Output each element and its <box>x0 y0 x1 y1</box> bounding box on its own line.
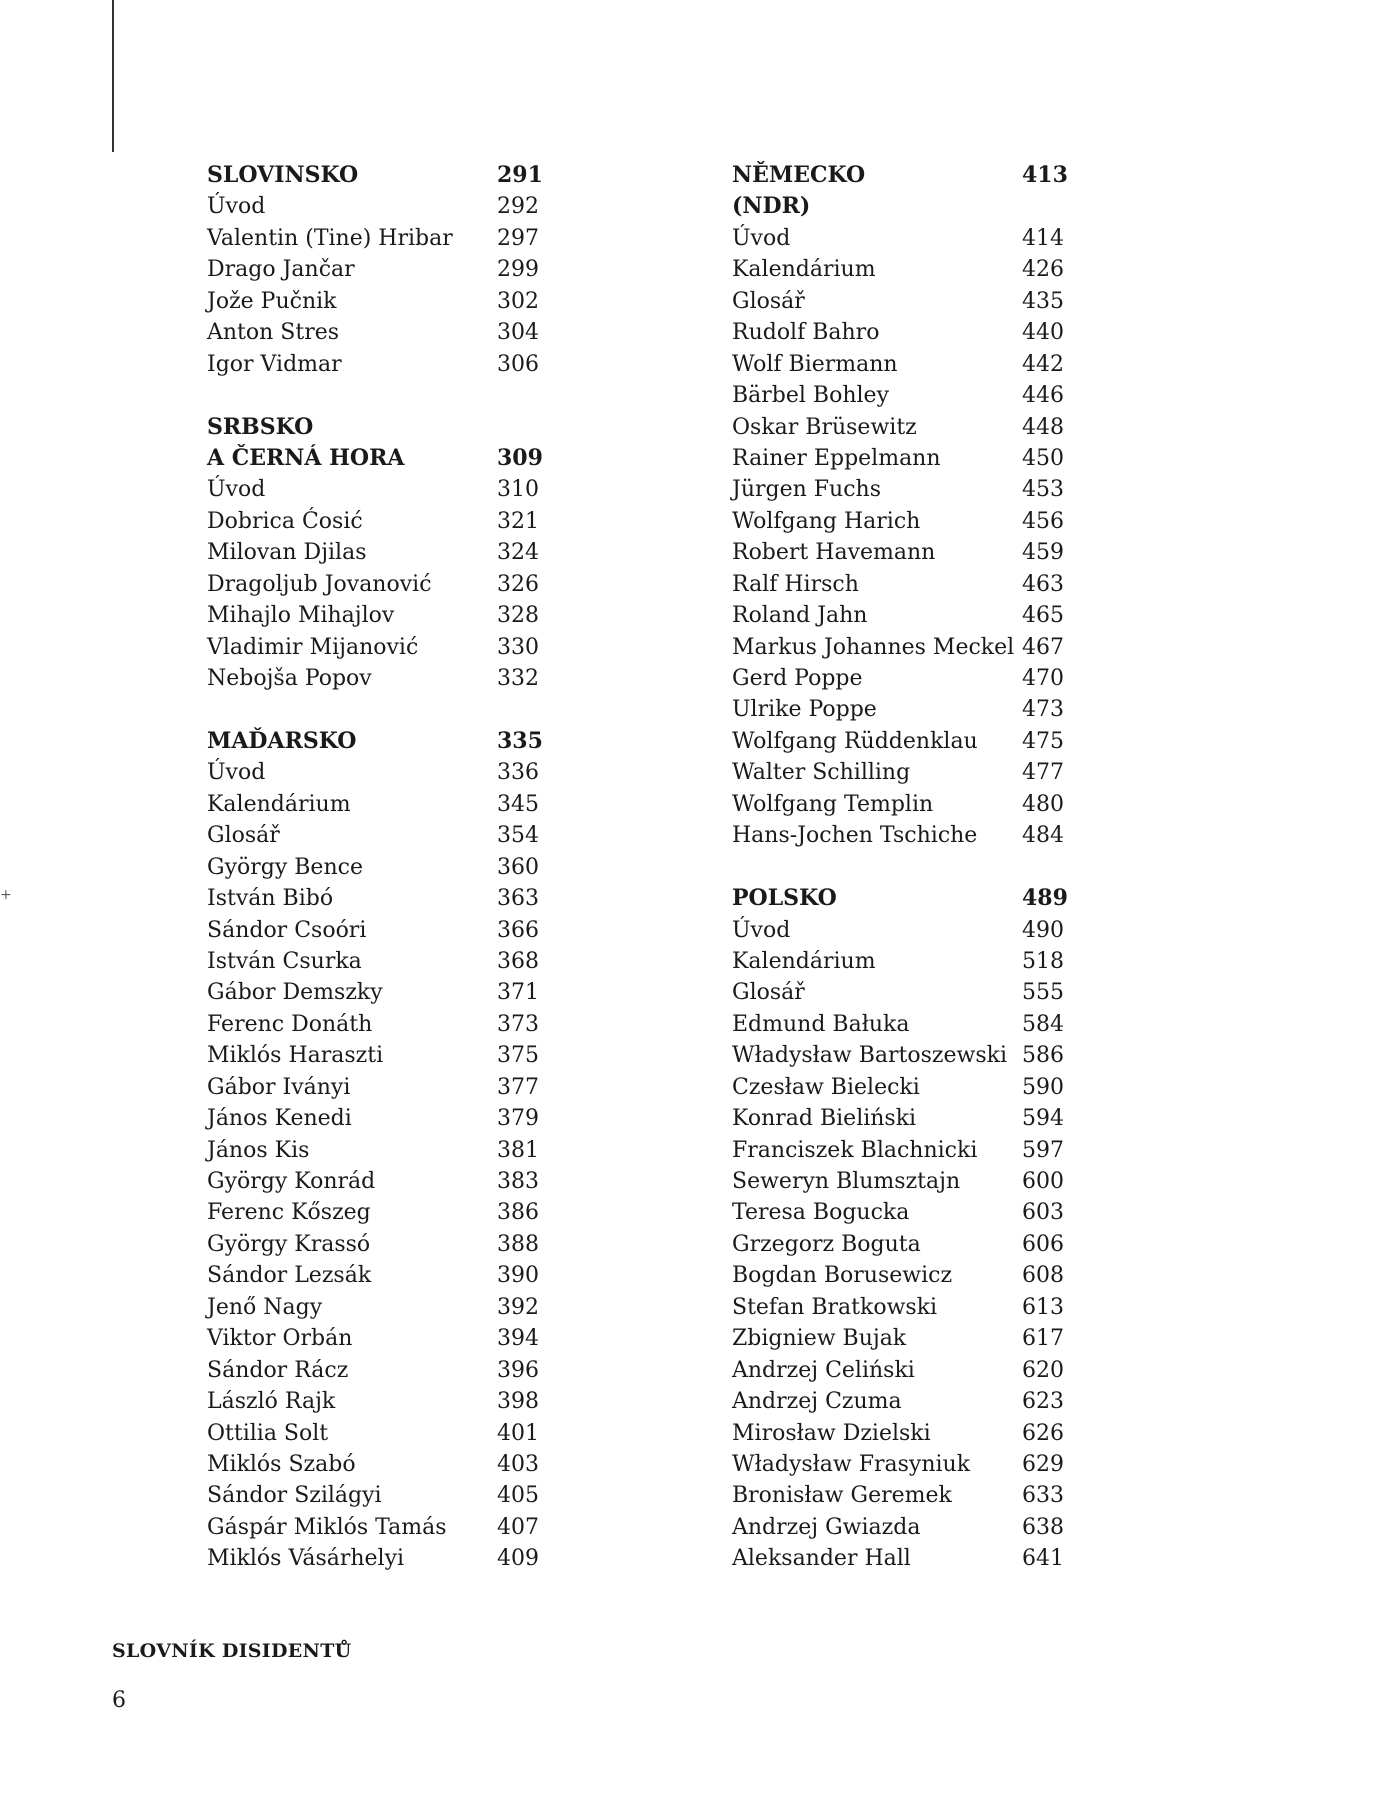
toc-entry-title: Hans-Jochen Tschiche <box>732 823 978 849</box>
toc-entry <box>732 254 1064 285</box>
toc-entry-title: NĚMECKO <box>732 162 866 188</box>
toc-entry-title: István Csurka <box>207 948 362 974</box>
toc-entry <box>732 694 1064 725</box>
toc-entry-title: Drago Jančar <box>207 257 355 283</box>
toc-entry <box>207 506 539 537</box>
toc-entry-page: 310 <box>497 477 539 503</box>
toc-entry-title: János Kis <box>207 1137 310 1163</box>
toc-entry <box>732 443 1064 474</box>
toc-entry-title: Robert Havemann <box>732 540 936 566</box>
toc-entry-page: 403 <box>497 1451 539 1477</box>
toc-entry-title: Kalendárium <box>732 257 876 283</box>
toc-entry <box>207 1135 539 1166</box>
toc-entry <box>207 1040 539 1071</box>
toc-entry-page: 414 <box>1022 225 1064 251</box>
toc-entry-page: 641 <box>1022 1546 1064 1572</box>
toc-entry-page: 606 <box>1022 1231 1064 1257</box>
toc-entry-page: 405 <box>497 1483 539 1509</box>
toc-entry-page: 603 <box>1022 1200 1064 1226</box>
toc-entry-page: 383 <box>497 1169 539 1194</box>
toc-entry-title: POLSKO <box>732 885 837 912</box>
toc-entry-title: Bronisław Geremek <box>732 1483 952 1509</box>
toc-entry-page: 480 <box>1022 791 1064 817</box>
toc-entry <box>732 223 1064 254</box>
toc-section-heading <box>732 883 1068 914</box>
toc-entry-page: 638 <box>1022 1514 1064 1540</box>
toc-entry-title: Markus Johannes Meckel <box>732 634 1015 660</box>
toc-entry-title: Zbigniew Bujak <box>732 1326 907 1352</box>
toc-entry <box>207 757 539 788</box>
toc-entry-title: György Bence <box>207 854 363 880</box>
toc-entry-title: Rainer Eppelmann <box>732 445 941 471</box>
toc-entry <box>207 1103 539 1134</box>
toc-entry <box>732 1040 1064 1071</box>
toc-entry <box>207 632 539 663</box>
toc-entry <box>207 349 539 380</box>
toc-entry-title: Ralf Hirsch <box>732 571 859 597</box>
toc-entry-page: 446 <box>1022 383 1064 409</box>
toc-entry-title: Wolfgang Templin <box>732 791 934 817</box>
toc-entry-title: Viktor Orbán <box>207 1326 353 1352</box>
toc-entry-page: 473 <box>1022 697 1064 723</box>
toc-spacer <box>732 852 1014 883</box>
toc-entry-title: Glosář <box>207 823 280 849</box>
toc-entry-title: Władysław Bartoszewski <box>732 1043 1008 1069</box>
toc-entry <box>732 1072 1064 1103</box>
toc-entry <box>732 1480 1064 1511</box>
toc-entry-title: (NDR) <box>732 193 811 220</box>
toc-entry-title: Úvod <box>732 917 791 943</box>
toc-entry-title: Ferenc Kőszeg <box>207 1200 371 1226</box>
toc-entry <box>732 915 1064 946</box>
toc-entry-title: Sándor Szilágyi <box>207 1483 382 1509</box>
toc-entry-page: 617 <box>1022 1326 1064 1352</box>
toc-entry-page: 490 <box>1022 917 1064 943</box>
toc-entry-title: György Krassó <box>207 1231 371 1257</box>
toc-entry-page: 584 <box>1022 1011 1064 1037</box>
toc-entry <box>732 757 1064 788</box>
toc-entry <box>732 1418 1064 1449</box>
toc-entry-title: Anton Stres <box>207 320 340 346</box>
toc-entry <box>207 1449 539 1480</box>
toc-entry <box>207 600 539 631</box>
toc-entry-page: 470 <box>1022 666 1064 691</box>
toc-entry-title: János Kenedi <box>207 1106 352 1132</box>
toc-entry-page: 388 <box>497 1231 539 1257</box>
edge-crop-mark: + <box>0 887 12 903</box>
toc-entry-page: 465 <box>1022 603 1064 629</box>
toc-entry-title: Ulrike Poppe <box>732 697 877 723</box>
toc-entry <box>207 820 539 851</box>
toc-entry-page: 463 <box>1022 571 1064 597</box>
toc-entry-page: 392 <box>497 1294 539 1320</box>
toc-entry-title: Rudolf Bahro <box>732 320 880 346</box>
toc-entry-title: Sándor Csoóri <box>207 917 367 943</box>
toc-entry-page: 332 <box>497 666 539 691</box>
toc-entry-title: Glosář <box>732 288 805 314</box>
toc-entry-page: 390 <box>497 1263 539 1289</box>
toc-entry-title: Miklós Haraszti <box>207 1043 384 1069</box>
toc-entry <box>207 977 539 1008</box>
toc-entry-page: 375 <box>497 1043 539 1069</box>
toc-entry-title: Aleksander Hall <box>732 1546 911 1572</box>
toc-entry-page: 453 <box>1022 477 1064 503</box>
toc-entry-title: Jože Pučnik <box>207 288 337 314</box>
running-footer-title: SLOVNÍK DISIDENTŮ <box>112 1640 352 1662</box>
toc-entry <box>207 1166 539 1197</box>
toc-entry-title: Grzegorz Boguta <box>732 1231 921 1257</box>
toc-entry <box>732 537 1064 568</box>
toc-entry-page: 330 <box>497 634 539 660</box>
toc-entry <box>732 1292 1064 1323</box>
toc-entry <box>207 1009 539 1040</box>
toc-entry-page: 321 <box>497 508 539 534</box>
toc-entry-title: Franciszek Blachnicki <box>732 1137 978 1163</box>
toc-entry-title: Bärbel Bohley <box>732 383 889 409</box>
toc-entry <box>207 1355 539 1386</box>
toc-section-heading <box>207 443 543 474</box>
toc-entry-page: 590 <box>1022 1074 1064 1100</box>
toc-entry-page: 371 <box>497 980 539 1006</box>
toc-entry-title: Andrzej Gwiazda <box>732 1514 921 1540</box>
toc-entry-page: 448 <box>1022 414 1064 440</box>
toc-entry-title: Walter Schilling <box>732 760 911 786</box>
toc-entry-title: Vladimir Mijanović <box>207 634 419 660</box>
toc-entry-page: 475 <box>1022 728 1064 754</box>
toc-entry-page: 386 <box>497 1200 539 1226</box>
toc-entry-title: Stefan Bratkowski <box>732 1294 938 1320</box>
toc-entry-page: 435 <box>1022 288 1064 314</box>
toc-entry <box>207 1323 539 1354</box>
toc-entry <box>207 1418 539 1449</box>
toc-entry-title: Roland Jahn <box>732 603 868 629</box>
toc-entry-title: Ferenc Donáth <box>207 1011 373 1037</box>
toc-entry-page: 291 <box>497 162 543 188</box>
toc-entry-title: Ottilia Solt <box>207 1420 329 1446</box>
toc-entry <box>732 412 1064 443</box>
toc-entry <box>207 1292 539 1323</box>
toc-entry <box>207 1543 539 1574</box>
toc-entry-title: Dobrica Ćosić <box>207 508 363 534</box>
toc-entry-title: Úvod <box>732 225 791 251</box>
toc-section-heading <box>207 412 453 443</box>
toc-entry-title: MAĎARSKO <box>207 727 357 754</box>
toc-section-heading <box>732 160 1068 191</box>
toc-entry <box>732 946 1064 977</box>
toc-entry-title: Gábor Iványi <box>207 1074 351 1100</box>
toc-entry <box>732 1197 1064 1228</box>
toc-entry-title: István Bibó <box>207 886 334 912</box>
toc-column-left <box>207 160 543 1575</box>
toc-entry-title: Seweryn Blumsztajn <box>732 1169 961 1194</box>
toc-entry-page: 335 <box>497 727 543 754</box>
toc-entry-page: 613 <box>1022 1294 1064 1320</box>
toc-entry-title: Dragoljub Jovanović <box>207 571 432 597</box>
toc-entry-page: 324 <box>497 540 539 566</box>
toc-entry-title: Oskar Brüsewitz <box>732 414 917 440</box>
toc-entry <box>207 1512 539 1543</box>
toc-spacer <box>207 694 453 725</box>
toc-entry-title: Czesław Bielecki <box>732 1074 920 1100</box>
toc-entry <box>207 254 539 285</box>
toc-entry <box>732 1355 1064 1386</box>
toc-entry-title: Jenő Nagy <box>207 1294 323 1320</box>
toc-entry-title: Sándor Lezsák <box>207 1263 372 1289</box>
toc-column-right <box>732 160 1068 1575</box>
toc-entry-title: A ČERNÁ HORA <box>207 444 405 471</box>
toc-entry <box>732 286 1064 317</box>
toc-entry-title: Gábor Demszky <box>207 980 383 1006</box>
toc-entry <box>207 1260 539 1291</box>
toc-entry-page: 608 <box>1022 1263 1064 1289</box>
toc-entry-title: Igor Vidmar <box>207 351 342 377</box>
toc-entry-page: 354 <box>497 823 539 849</box>
toc-entry-title: Kalendárium <box>207 791 351 817</box>
toc-entry <box>732 1386 1064 1417</box>
toc-section-heading <box>732 191 1014 222</box>
toc-entry <box>207 474 539 505</box>
toc-entry-page: 363 <box>497 886 539 912</box>
toc-entry-page: 518 <box>1022 948 1064 974</box>
toc-entry-title: Konrad Bieliński <box>732 1106 917 1132</box>
toc-entry-page: 379 <box>497 1106 539 1132</box>
toc-entry-title: Wolfgang Harich <box>732 508 921 534</box>
toc-entry-title: Miklós Szabó <box>207 1451 356 1477</box>
toc-entry-page: 326 <box>497 571 539 597</box>
toc-entry <box>732 820 1064 851</box>
toc-entry-title: Teresa Bogucka <box>732 1200 910 1226</box>
toc-entry-title: Mirosław Dzielski <box>732 1420 931 1446</box>
toc-entry-title: Úvod <box>207 194 266 220</box>
toc-entry-page: 629 <box>1022 1451 1064 1477</box>
toc-entry-page: 297 <box>497 225 539 251</box>
toc-entry <box>732 1260 1064 1291</box>
toc-entry-title: Mihajlo Mihajlov <box>207 603 395 629</box>
toc-entry-title: Gáspár Miklós Tamás <box>207 1514 447 1540</box>
toc-entry-page: 401 <box>497 1420 539 1446</box>
toc-entry <box>207 852 539 883</box>
toc-entry-page: 442 <box>1022 351 1064 377</box>
toc-entry-title: Sándor Rácz <box>207 1357 349 1383</box>
toc-entry-page: 304 <box>497 320 539 346</box>
toc-entry-title: Gerd Poppe <box>732 666 863 691</box>
toc-entry-page: 306 <box>497 351 539 377</box>
toc-entry-page: 328 <box>497 603 539 629</box>
page-number: 6 <box>112 1688 126 1713</box>
toc-entry-page: 309 <box>497 444 543 471</box>
toc-entry-title: Miklós Vásárhelyi <box>207 1546 405 1572</box>
toc-entry-title: Andrzej Czuma <box>732 1389 902 1415</box>
toc-entry-page: 413 <box>1022 162 1068 188</box>
toc-entry <box>732 569 1064 600</box>
toc-entry-page: 336 <box>497 760 539 786</box>
toc-entry-title: Úvod <box>207 477 266 503</box>
toc-entry <box>207 317 539 348</box>
toc-entry-page: 620 <box>1022 1357 1064 1383</box>
toc-entry <box>732 726 1064 757</box>
toc-entry <box>207 1072 539 1103</box>
toc-entry <box>207 883 539 914</box>
toc-entry-page: 302 <box>497 288 539 314</box>
toc-entry-page: 623 <box>1022 1389 1064 1415</box>
toc-entry-page: 373 <box>497 1011 539 1037</box>
toc-entry-page: 368 <box>497 948 539 974</box>
toc-entry-page: 299 <box>497 257 539 283</box>
toc-entry-page: 409 <box>497 1546 539 1572</box>
toc-entry-title: Nebojša Popov <box>207 666 372 691</box>
toc-entry-page: 440 <box>1022 320 1064 346</box>
toc-entry-page: 456 <box>1022 508 1064 534</box>
toc-entry-page: 366 <box>497 917 539 943</box>
toc-entry-page: 586 <box>1022 1043 1064 1069</box>
toc-entry-title: Władysław Frasyniuk <box>732 1451 971 1477</box>
toc-entry-title: Edmund Bałuka <box>732 1011 910 1037</box>
toc-entry-page: 555 <box>1022 980 1064 1006</box>
toc-entry <box>732 380 1064 411</box>
toc-entry <box>207 1386 539 1417</box>
toc-entry-title: Wolfgang Rüddenklau <box>732 728 978 754</box>
toc-entry <box>732 1543 1064 1574</box>
toc-entry-page: 484 <box>1022 823 1064 849</box>
toc-entry <box>207 1229 539 1260</box>
toc-entry-page: 426 <box>1022 257 1064 283</box>
toc-entry-page: 626 <box>1022 1420 1064 1446</box>
toc-entry-page: 398 <box>497 1389 539 1415</box>
toc-entry <box>732 977 1064 1008</box>
toc-entry-page: 381 <box>497 1137 539 1163</box>
toc-entry <box>732 1166 1064 1197</box>
toc-entry <box>732 1512 1064 1543</box>
toc-entry <box>732 1229 1064 1260</box>
toc-entry-page: 292 <box>497 194 539 220</box>
toc-entry <box>207 915 539 946</box>
toc-entry-title: Valentin (Tine) Hribar <box>207 225 453 251</box>
toc-entry <box>732 349 1064 380</box>
toc-entry <box>732 789 1064 820</box>
toc-entry <box>732 506 1064 537</box>
toc-entry-page: 467 <box>1022 634 1064 660</box>
toc-entry <box>732 663 1064 694</box>
toc-entry <box>732 474 1064 505</box>
toc-entry <box>207 537 539 568</box>
toc-entry <box>207 946 539 977</box>
toc-entry <box>732 1103 1064 1134</box>
toc-entry <box>732 317 1064 348</box>
toc-entry-page: 633 <box>1022 1483 1064 1509</box>
toc-entry <box>732 632 1064 663</box>
toc-entry-title: Wolf Biermann <box>732 351 898 377</box>
toc-entry <box>207 1197 539 1228</box>
toc-entry <box>732 1323 1064 1354</box>
toc-entry-title: Kalendárium <box>732 948 876 974</box>
toc-entry-title: László Rajk <box>207 1389 336 1415</box>
toc-entry-title: György Konrád <box>207 1169 376 1194</box>
toc-entry-title: Milovan Djilas <box>207 540 367 566</box>
toc-section-heading <box>207 160 543 191</box>
toc-entry-page: 360 <box>497 854 539 880</box>
toc-entry <box>207 663 539 694</box>
toc-entry-page: 450 <box>1022 445 1064 471</box>
toc-entry-page: 407 <box>497 1514 539 1540</box>
toc-spacer <box>207 380 453 411</box>
toc-entry-page: 477 <box>1022 760 1064 786</box>
toc-entry-title: SRBSKO <box>207 413 314 440</box>
toc-entry <box>207 191 539 222</box>
toc-entry-title: Andrzej Celiński <box>732 1357 915 1383</box>
toc-entry <box>732 1135 1064 1166</box>
toc-entry <box>732 1449 1064 1480</box>
toc-entry-page: 594 <box>1022 1106 1064 1132</box>
toc-entry <box>207 789 539 820</box>
toc-entry-title: Úvod <box>207 760 266 786</box>
margin-rule <box>112 0 114 152</box>
toc-entry-page: 600 <box>1022 1169 1064 1194</box>
toc-entry-title: SLOVINSKO <box>207 162 359 188</box>
toc-entry-page: 459 <box>1022 540 1064 566</box>
toc-entry-page: 396 <box>497 1357 539 1383</box>
toc-entry <box>732 1009 1064 1040</box>
toc-entry-page: 377 <box>497 1074 539 1100</box>
toc-entry-page: 489 <box>1022 885 1068 912</box>
toc-entry-title: Glosář <box>732 980 805 1006</box>
toc-entry-title: Jürgen Fuchs <box>732 477 881 503</box>
toc-entry <box>207 286 539 317</box>
toc-section-heading <box>207 726 543 757</box>
toc-entry-page: 394 <box>497 1326 539 1352</box>
toc-entry <box>207 1480 539 1511</box>
toc-entry <box>207 569 539 600</box>
toc-entry-page: 597 <box>1022 1137 1064 1163</box>
toc-entry <box>732 600 1064 631</box>
toc-entry-title: Bogdan Borusewicz <box>732 1263 953 1289</box>
toc-entry <box>207 223 539 254</box>
toc-entry-page: 345 <box>497 791 539 817</box>
